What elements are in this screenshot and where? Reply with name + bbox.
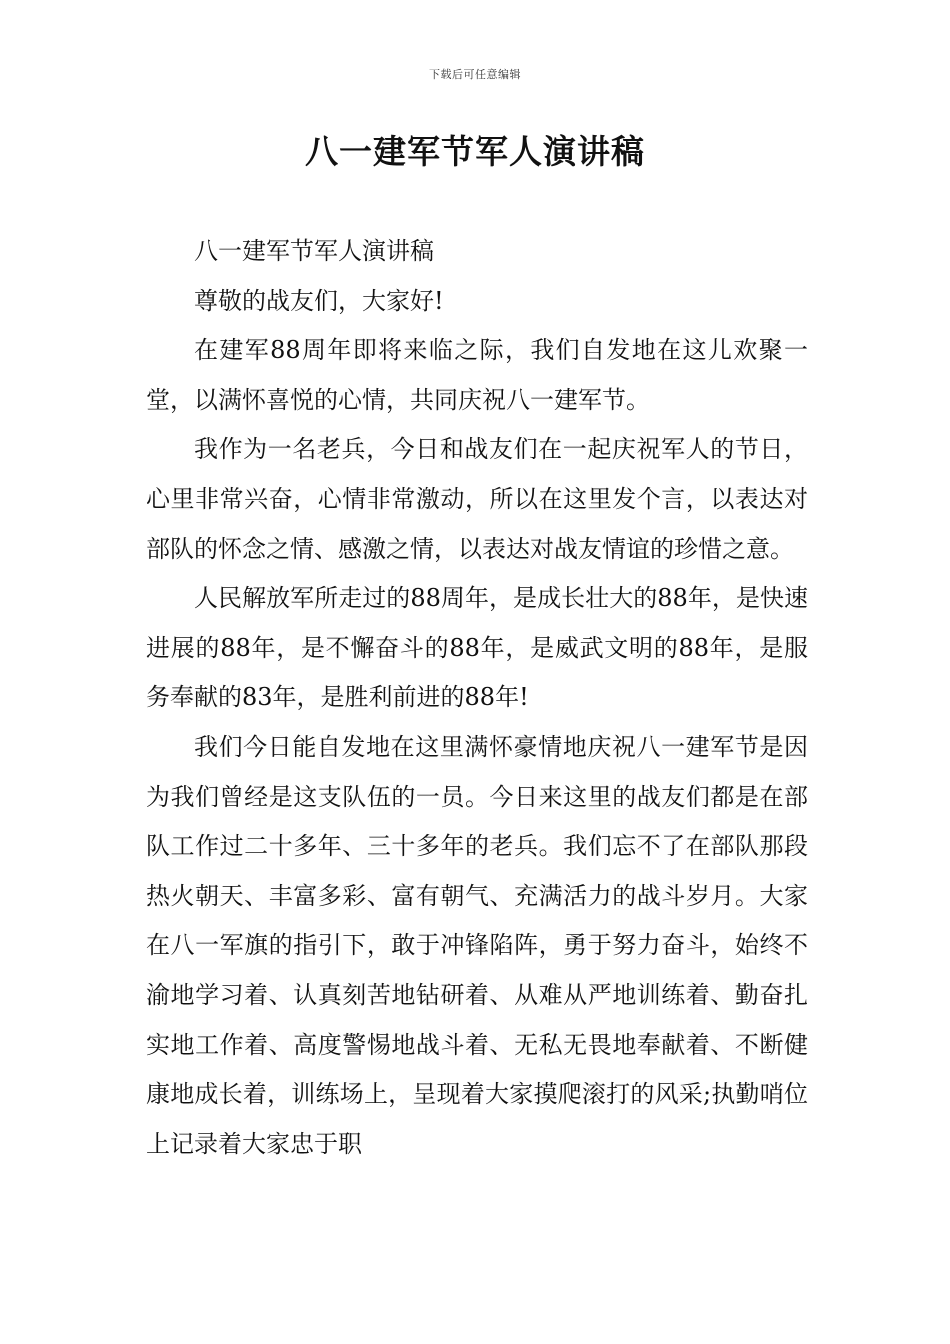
paragraph: 八一建军节军人演讲稿 bbox=[194, 237, 434, 265]
paragraph: 人民解放军所走过的88周年，是成长壮大的88年，是快速进展的88年，是不懈奋斗的88年，是威武文明的88年，是服务奉献的83年，是胜利前进的88年! bbox=[146, 584, 808, 712]
header-note: 下载后可任意编辑 bbox=[429, 68, 521, 81]
document-body bbox=[146, 227, 808, 1169]
paragraph: 在建军88周年即将来临之际，我们自发地在这儿欢聚一堂，以满怀喜悦的心情，共同庆祝八一建军节。 bbox=[146, 336, 808, 414]
document-title: 八一建军节军人演讲稿 bbox=[305, 132, 645, 171]
paragraph: 我们今日能自发地在这里满怀豪情地庆祝八一建军节是因为我们曾经是这支队伍的一员。今日来这里的战友们都是在部队工作过二十多年、三十多年的老兵。我们忘不了在部队那段热火朝天、丰富多彩、富有朝气、充满活力的战斗岁月。大家在八一军旗的指引下，敢于冲锋陷阵，勇于努力奋斗，始终不渝地学习着、认真刻苦地钻研着、从难从严地训练着、勤奋扎实地工作着、高度警惕地战斗着、无私无畏地奉献着、不断健康地成长着，训练场上，呈现着大家摸爬滚打的风采;执勤哨位上记录着大家忠于职 bbox=[146, 732, 808, 1158]
paragraph: 我作为一名老兵，今日和战友们在一起庆祝军人的节日，心里非常兴奋，心情非常激动，所以在这里发个言，以表达对部队的怀念之情、感激之情，以表达对战友情谊的珍惜之意。 bbox=[146, 435, 808, 563]
paragraph: 尊敬的战友们，大家好! bbox=[194, 286, 444, 315]
